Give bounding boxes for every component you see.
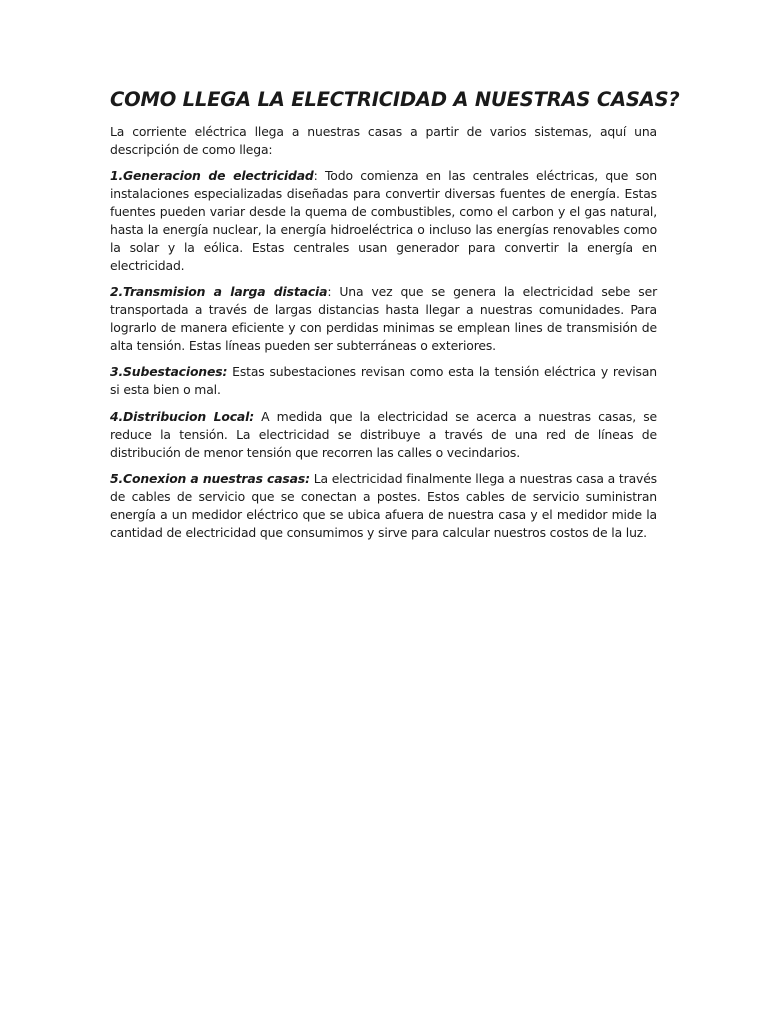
section-term: 1.Generacion de electricidad <box>110 168 314 184</box>
intro-paragraph: La corriente eléctrica llega a nuestras casas a partir de varios sistemas, aquí una descripción de como llega: <box>110 124 657 157</box>
section-transmision <box>110 283 657 355</box>
section-term: 5.Conexion a nuestras casas: <box>110 470 310 486</box>
section-subestaciones <box>110 363 657 399</box>
section-text: Estas subestaciones revisan como esta la tensión eléctrica y revisan si esta bien o mal. <box>110 364 657 398</box>
section-conexion <box>110 470 657 542</box>
section-text: La electricidad finalmente llega a nuestras casa a través de cables de servicio que se conectan a postes. Estos cables de servicio suministran energía a un medidor eléctrico que se ubica afuera de nuestra casa y el medidor mide la cantidad de electricidad que consumimos y sirve para calcular nuestros costos de la luz. <box>110 470 657 540</box>
section-term: 2.Transmision a larga distacia <box>110 284 328 300</box>
document-title: COMO LLEGA LA ELECTRICIDAD A NUESTRAS CASAS? <box>110 88 680 111</box>
section-text: : Todo comienza en las centrales eléctricas, que son instalaciones especializadas diseñadas para convertir diversas fuentes de energía. Estas fuentes pueden variar desde la quema de combustibles, como el carbon y el gas natural, hasta la energía nuclear, la energía hidroeléctrica o incluso las energías renovables como la solar y la eólica. Estas centrales usan generador para convertir la energía en electricidad. <box>110 168 657 273</box>
section-term: 3.Subestaciones: <box>110 364 228 380</box>
section-text: : Una vez que se genera la electricidad sebe ser transportada a través de largas distancias hasta llegar a nuestras comunidades. Para lograrlo de manera eficiente y con perdidas minimas se emplean lines de transmisión de alta tensión. Estas líneas pueden ser subterráneas o exteriores. <box>110 284 658 353</box>
section-distribucion <box>110 408 657 462</box>
section-text: A medida que la electricidad se acerca a nuestras casas, se reduce la tensión. La electricidad se distribuye a través de una red de líneas de distribución de menor tensión que recorren las calles o vecindarios. <box>110 408 657 460</box>
section-generacion <box>110 167 657 274</box>
section-term: 4.Distribucion Local: <box>110 408 254 424</box>
document-body <box>110 86 680 550</box>
